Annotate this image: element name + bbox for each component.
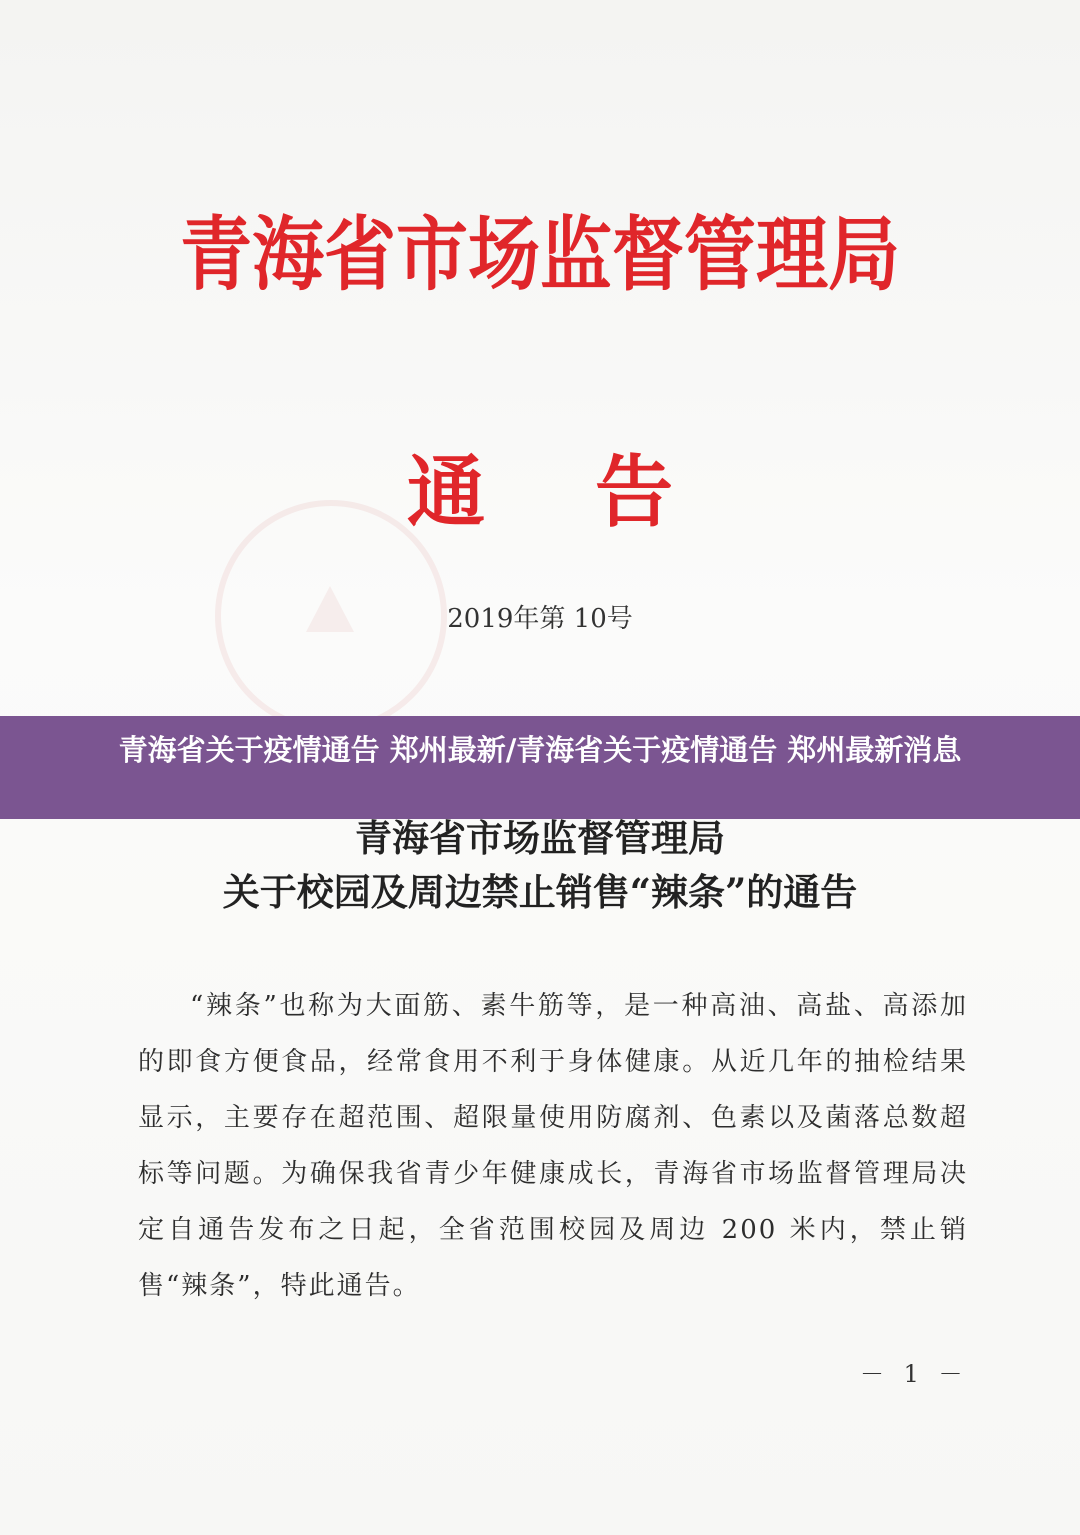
notice-body-paragraph: “辣条”也称为大面筋、素牛筋等，是一种高油、高盐、高添加的即食方便食品，经常食用不利于身体健康。从近几年的抽检结果显示，主要存在超范围、超限量使用防腐剂、色素以及菌落总数超标等问题。为确保我省青少年健康成长，青海省市场监督管理局决定自通告发布之日起，全省范围校园及周边 200 米内，禁止销售“辣条”，特此通告。 xyxy=(138,991,968,1301)
org-letterhead: 青海省市场监督管理局 xyxy=(179,206,900,302)
body-title-line-1: 青海省市场监督管理局 xyxy=(355,816,725,860)
page-number: － 1 － xyxy=(860,1360,969,1388)
body-title-line-2: 关于校园及周边禁止销售“辣条”的通告 xyxy=(222,870,858,914)
overlay-title-banner: 青海省关于疫情通告 郑州最新/青海省关于疫情通告 郑州最新消息 xyxy=(0,716,1080,819)
document-number: 2019年第 10号 xyxy=(447,604,633,634)
notice-title: 通告 xyxy=(406,447,783,538)
